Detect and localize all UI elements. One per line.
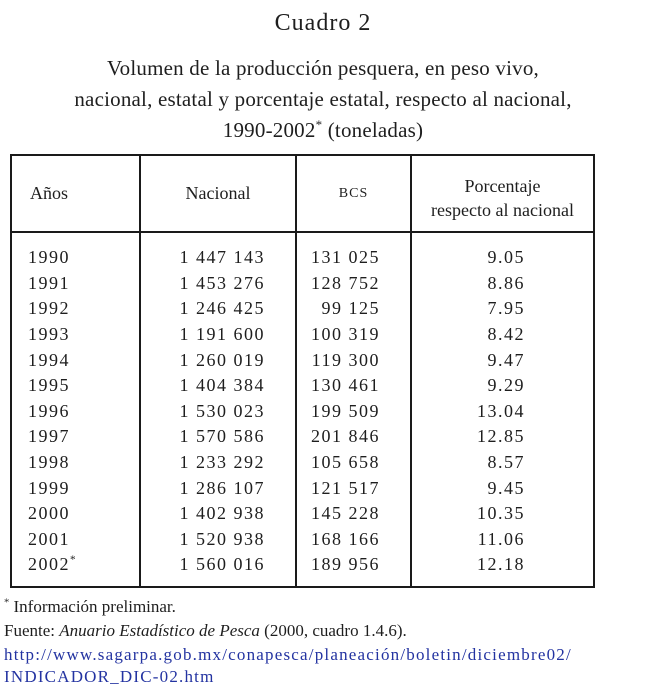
bcs-cell: 121 517: [296, 475, 411, 501]
nacional-cell: 1 447 143: [140, 232, 296, 271]
nacional-cell: 1 530 023: [140, 399, 296, 425]
pct-cell: 12.18: [411, 552, 594, 587]
bcs-cell: 145 228: [296, 501, 411, 527]
table-row: [11, 527, 594, 553]
pct-cell: 12.85: [411, 424, 594, 450]
year-cell: 2002*: [28, 554, 78, 575]
table-row: [11, 347, 594, 373]
table-row: [11, 271, 594, 297]
nacional-cell: 1 560 016: [140, 552, 296, 587]
source-link-line-2[interactable]: INDICADOR_DIC-02.htm: [4, 666, 215, 686]
subtitle-line-3: 1990-2002* (toneladas): [222, 117, 424, 142]
nacional-cell: 1 233 292: [140, 450, 296, 476]
nacional-cell: 1 570 586: [140, 424, 296, 450]
table-row: [11, 424, 594, 450]
bcs-cell: 119 300: [296, 347, 411, 373]
year-cell: 1998: [28, 452, 70, 473]
table-row: [11, 322, 594, 348]
col-header-nacional: Nacional: [140, 155, 296, 232]
year-cell: 1991: [28, 272, 70, 293]
pct-cell: 9.05: [411, 232, 594, 271]
pct-cell: 7.95: [411, 296, 594, 322]
year-cell: 1992: [28, 298, 70, 319]
header-row: [11, 155, 594, 232]
pct-cell: 9.29: [411, 373, 594, 399]
subtitle-line-2: nacional, estatal y porcentaje estatal, respecto al nacional,: [74, 87, 572, 111]
table-subtitle: [0, 53, 646, 146]
year-cell: 1996: [28, 400, 70, 421]
bcs-cell: 130 461: [296, 373, 411, 399]
year-cell: 1997: [28, 426, 70, 447]
production-table: [10, 154, 595, 588]
source-title-italic: Anuario Estadístico de Pesca: [59, 620, 260, 640]
pct-cell: 13.04: [411, 399, 594, 425]
table-row: [11, 399, 594, 425]
bcs-cell: 100 319: [296, 322, 411, 348]
pct-cell: 8.86: [411, 271, 594, 297]
table-row: [11, 232, 594, 271]
year-cell: 1993: [28, 324, 70, 345]
table-row: [11, 450, 594, 476]
nacional-cell: 1 191 600: [140, 322, 296, 348]
year-cell: 1990: [28, 247, 70, 268]
year-cell: 2001: [28, 528, 70, 549]
pct-cell: 8.42: [411, 322, 594, 348]
col-header-bcs: BCS: [296, 155, 411, 232]
pct-cell: 9.45: [411, 475, 594, 501]
table-row: [11, 296, 594, 322]
nacional-cell: 1 404 384: [140, 373, 296, 399]
col-header-years: Años: [11, 155, 140, 232]
bcs-cell: 105 658: [296, 450, 411, 476]
pct-cell: 11.06: [411, 527, 594, 553]
bcs-cell: 131 025: [296, 232, 411, 271]
footer-notes: [4, 596, 646, 688]
preliminary-asterisk: *: [315, 117, 323, 132]
preliminary-asterisk: *: [70, 554, 78, 567]
year-cell: 1995: [28, 375, 70, 396]
subtitle-line-1: Volumen de la producción pesquera, en peso vivo,: [106, 56, 540, 80]
nacional-cell: 1 402 938: [140, 501, 296, 527]
table-row: [11, 501, 594, 527]
nacional-cell: 1 520 938: [140, 527, 296, 553]
bcs-cell: 201 846: [296, 424, 411, 450]
pct-cell: 8.57: [411, 450, 594, 476]
source-link-line-1[interactable]: http://www.sagarpa.gob.mx/conapesca/planeación/boletin/diciembre02/: [4, 644, 572, 664]
preliminary-asterisk: *: [4, 597, 10, 609]
year-cell: 1994: [28, 349, 70, 370]
source-link[interactable]: [4, 644, 646, 688]
col-header-percentage: Porcentaje respecto al nacional: [411, 155, 594, 232]
table-row: [11, 373, 594, 399]
year-cell: 2000: [28, 503, 70, 524]
bcs-cell: 99 125: [296, 296, 411, 322]
bcs-cell: 128 752: [296, 271, 411, 297]
table-row: [11, 552, 594, 587]
nacional-cell: 1 260 019: [140, 347, 296, 373]
nacional-cell: 1 453 276: [140, 271, 296, 297]
bcs-cell: 189 956: [296, 552, 411, 587]
pct-cell: 10.35: [411, 501, 594, 527]
bcs-cell: 168 166: [296, 527, 411, 553]
nacional-cell: 1 246 425: [140, 296, 296, 322]
year-cell: 1999: [28, 477, 70, 498]
pct-cell: 9.47: [411, 347, 594, 373]
page-title: Cuadro 2: [274, 10, 372, 36]
bcs-cell: 199 509: [296, 399, 411, 425]
source-note: Fuente: Anuario Estadístico de Pesca (2000, cuadro 1.4.6).: [4, 620, 407, 640]
nacional-cell: 1 286 107: [140, 475, 296, 501]
table-row: [11, 475, 594, 501]
footnote-preliminary: * Información preliminar.: [4, 596, 176, 616]
